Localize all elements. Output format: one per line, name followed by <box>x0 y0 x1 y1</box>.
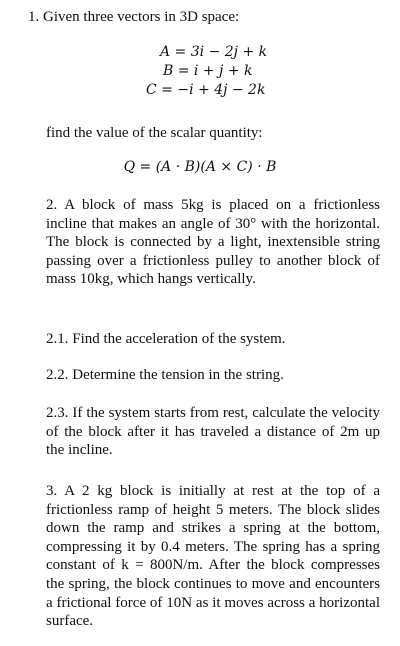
question-1-find-text: find the value of the scalar quantity: <box>46 125 263 141</box>
question-2-2: 2.2. Determine the tension in the string. <box>46 367 284 383</box>
vector-a: A = 3i − 2j + k <box>160 44 268 60</box>
question-2-3: 2.3. If the system starts from rest, calculate the velocity of the block after it has traveled a distance of 2m up the incline. <box>46 405 380 459</box>
vector-b: B = i + j + k <box>163 63 253 79</box>
question-1-intro: 1. Given three vectors in 3D space: <box>28 9 240 25</box>
vector-c: C = −i + 4j − 2k <box>146 82 266 98</box>
question-1-equation: Q = (A · B)(A × C) · B <box>123 159 277 175</box>
question-2-1: 2.1. Find the acceleration of the system. <box>46 331 286 347</box>
question-2-text: 2. A block of mass 5kg is placed on a frictionless incline that makes an angle of 30° with the horizontal. The block is connected by a light, inextensible string passing over a frictionless pulley to another block of mass 10kg, which hangs vertically. <box>46 197 380 288</box>
question-3-text: 3. A 2 kg block is initially at rest at the top of a frictionless ramp of height 5 meters. The block slides down the ramp and strikes a spring at the bottom, compressing it by 0.4 meters. The spring has a spring constant of k = 800N/m. After the block compresses the spring, the block continues to move and encounters a frictional force of 10N as it moves across a horizontal surface. <box>46 483 380 630</box>
